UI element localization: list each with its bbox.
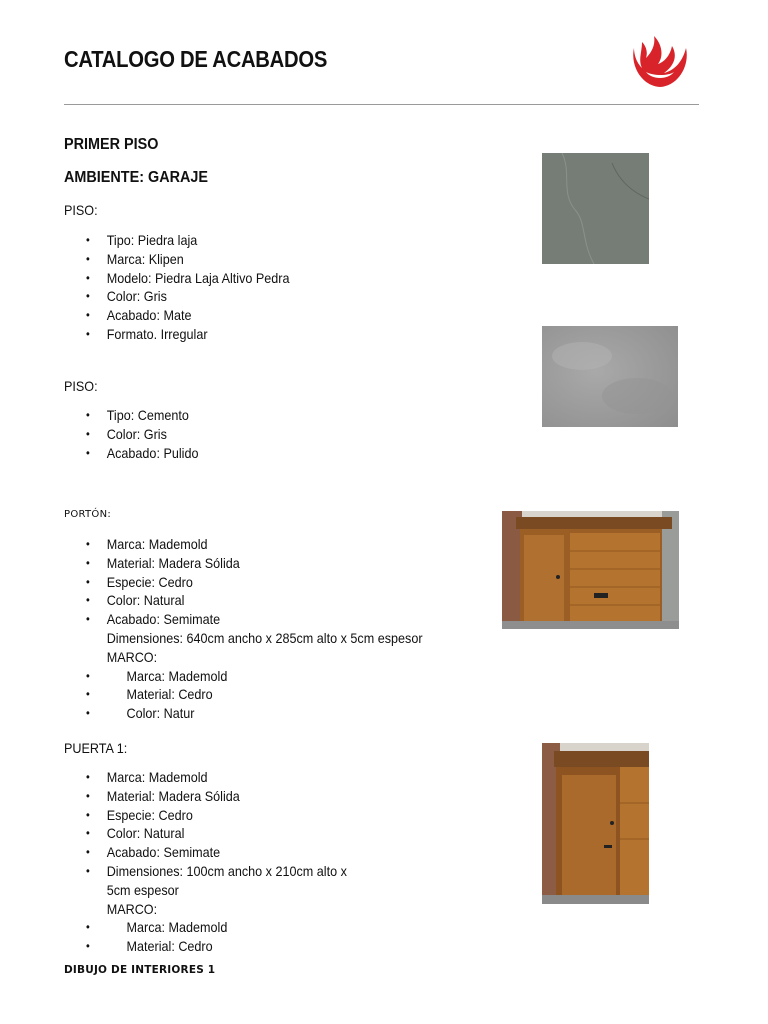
list-item: • Tipo: Cemento [86,406,198,425]
piedra-laja-photo [542,153,649,264]
list-item: • Marca: Mademold [86,918,347,937]
list-item: • Especie: Cedro [86,573,423,592]
cemento-photo [542,326,678,427]
list-item: • Acabado: Pulido [86,444,198,463]
list-item: • Color: Gris [86,425,198,444]
footer-course-title: DIBUJO DE INTERIORES 1 [64,964,216,976]
list-item: MARCO: [106,648,158,665]
piso2-label: PISO: [64,378,98,394]
list-item: • Acabado: Semimate [86,610,423,629]
list-item: • Modelo: Piedra Laja Altivo Pedra [86,269,290,288]
list-item: • Material: Madera Sólida [86,787,347,806]
porton-list [86,535,460,723]
list-item: • Color: Natur [86,704,423,723]
list-item: • Color: Natural [86,591,423,610]
list-item: 5cm espesor [106,881,179,898]
section-heading-floor: PRIMER PISO [64,136,159,153]
piso2-list [86,406,211,462]
list-item: • Color: Gris [86,287,290,306]
list-item: • Material: Madera Sólida [86,554,423,573]
porton-label: PORTÓN: [64,509,112,520]
upc-flame-logo-icon [628,26,692,90]
list-item: • Marca: Mademold [86,535,423,554]
list-item: • Material: Cedro [86,937,347,956]
piso1-label: PISO: [64,202,98,218]
list-item: • Acabado: Semimate [86,843,347,862]
list-item: • Acabado: Mate [86,306,290,325]
list-item: • Color: Natural [86,824,347,843]
section-heading-ambient: AMBIENTE: GARAJE [64,169,209,186]
list-item: • Especie: Cedro [86,806,347,825]
page-title: CATALOGO DE ACABADOS [64,46,328,72]
header-divider [64,104,699,105]
piso1-list [86,231,312,344]
porton-photo [502,511,679,629]
puerta1-list [86,768,376,956]
puerta1-label: PUERTA 1: [64,740,128,756]
puerta-photo [542,743,649,904]
list-item: • Tipo: Piedra laja [86,231,290,250]
list-item: • Material: Cedro [86,685,423,704]
list-item: • Dimensiones: 100cm ancho x 210cm alto x [86,862,347,881]
list-item: • Marca: Klipen [86,250,290,269]
list-item: • Marca: Mademold [86,667,423,686]
list-item: • Formato. Irregular [86,325,290,344]
list-item: Dimensiones: 640cm ancho x 285cm alto x 5cm espesor [106,629,423,646]
list-item: MARCO: [106,900,158,917]
list-item: • Marca: Mademold [86,768,347,787]
